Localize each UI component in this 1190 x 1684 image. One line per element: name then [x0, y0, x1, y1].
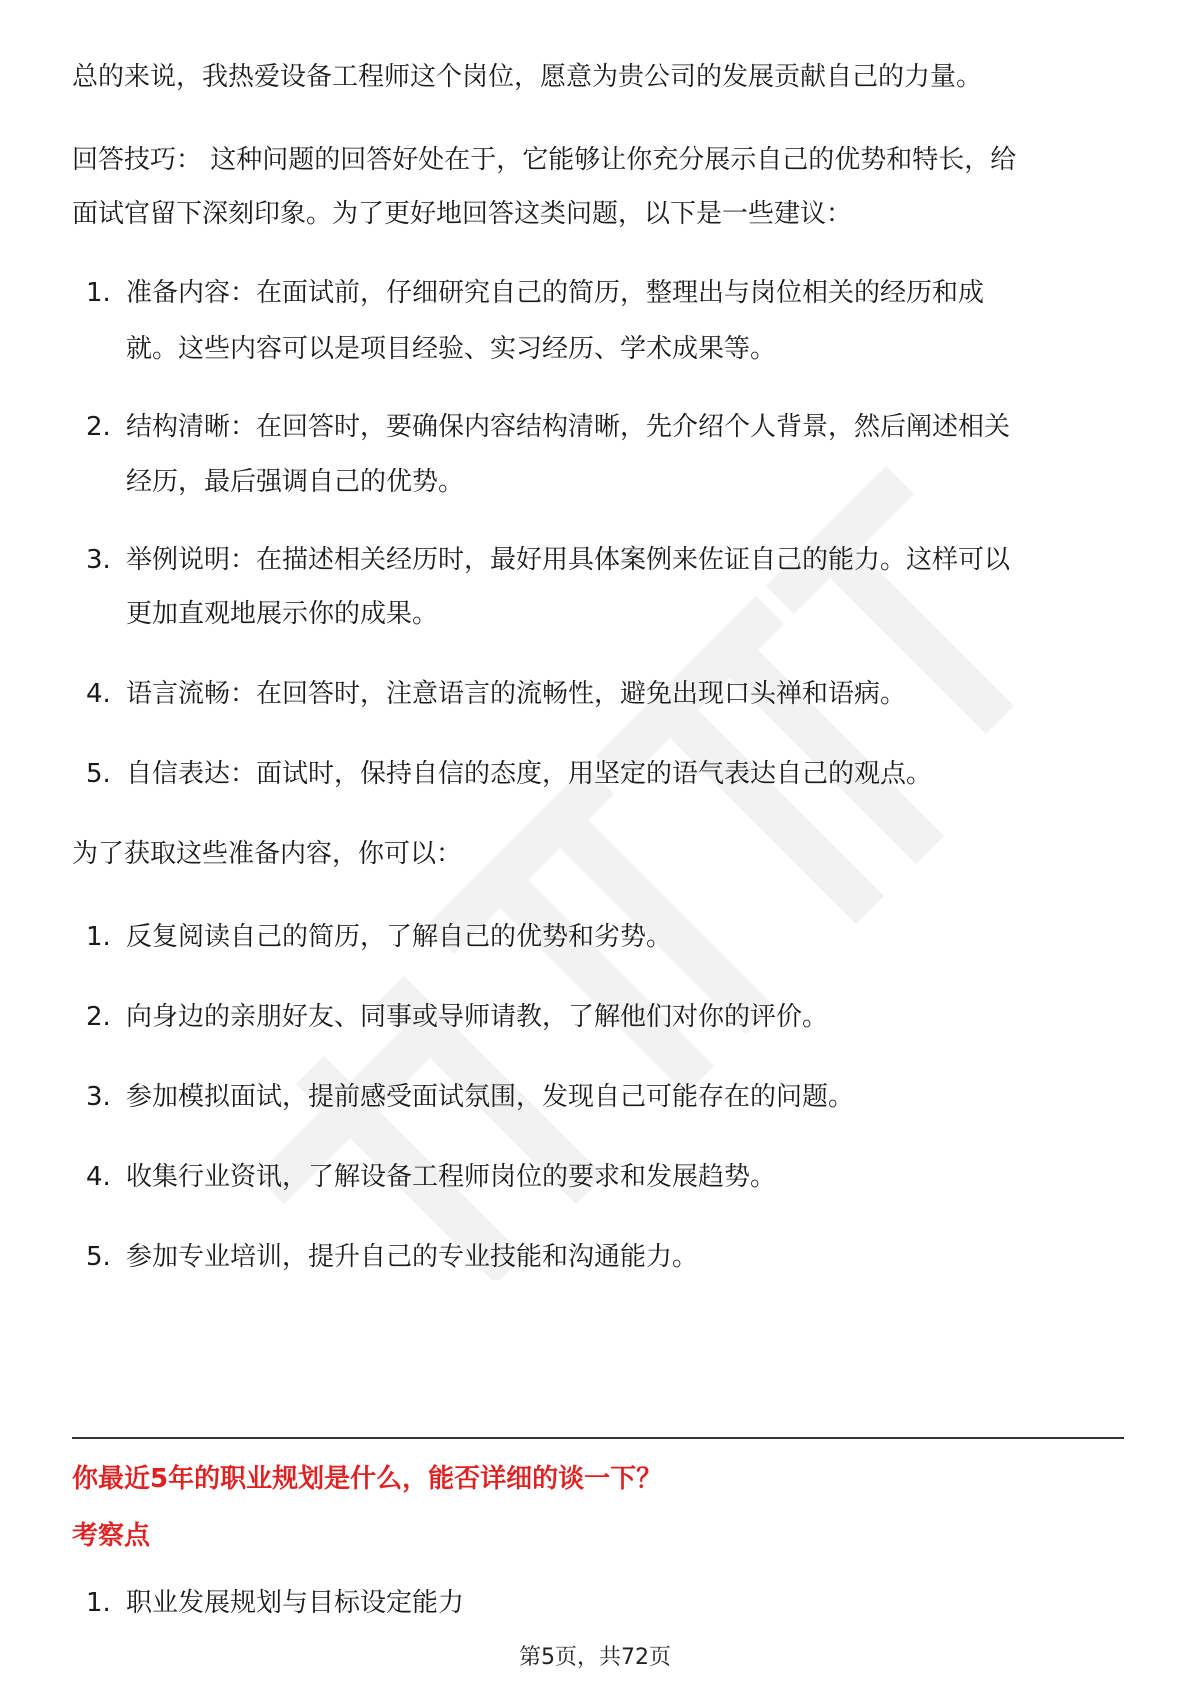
list-number: 5. — [86, 759, 111, 789]
list-number: 3. — [86, 545, 111, 575]
list-item-text: 自信表达：面试时，保持自信的态度，用坚定的语气表达自己的观点。 — [126, 759, 933, 789]
list-number: 2. — [86, 412, 111, 442]
list-item-text: 举例说明：在描述相关经历时，最好用具体案例来佐证自己的能力。这样可以 — [126, 545, 1011, 575]
page-number: 第5页，共72页 — [519, 1645, 671, 1670]
list-item-text: 反复阅读自己的简历，了解自己的优势和劣势。 — [126, 922, 673, 952]
list-item-text: 更加直观地展示你的成果。 — [126, 599, 439, 629]
list-number: 2. — [86, 1002, 111, 1032]
list-item-text: 向身边的亲朋好友、同事或导师请教，了解他们对你的评价。 — [126, 1002, 829, 1032]
list-number: 4. — [86, 1162, 111, 1192]
list-item-text: 参加专业培训，提升自己的专业技能和沟通能力。 — [126, 1242, 699, 1272]
intro-paragraph: 总的来说，我热爱设备工程师这个岗位，愿意为贵公司的发展贡献自己的力量。 — [72, 62, 983, 92]
list-item-text: 参加模拟面试，提前感受面试氛围，发现自己可能存在的问题。 — [126, 1082, 855, 1112]
section-divider — [72, 1437, 1124, 1439]
list-item-text: 结构清晰：在回答时，要确保内容结构清晰，先介绍个人背景，然后阐述相关 — [126, 412, 1011, 442]
list-item-text: 就。这些内容可以是项目经验、实习经历、学术成果等。 — [126, 334, 777, 364]
list-item-text: 语言流畅：在回答时，注意语言的流畅性，避免出现口头禅和语病。 — [126, 679, 907, 709]
list-item-text: 职业发展规划与目标设定能力 — [126, 1588, 465, 1618]
list-item-text: 收集行业资讯，了解设备工程师岗位的要求和发展趋势。 — [126, 1162, 777, 1192]
tip-paragraph-line2: 面试官留下深刻印象。为了更好地回答这类问题，以下是一些建议： — [72, 199, 853, 229]
list-number: 5. — [86, 1242, 111, 1272]
list-item-text: 准备内容：在面试前，仔细研究自己的简历，整理出与岗位相关的经历和成 — [126, 278, 985, 308]
tip-paragraph-line1: 回答技巧： 这种问题的回答好处在于，它能够让你充分展示自己的优势和特长，给 — [72, 145, 1017, 175]
list-number: 1. — [86, 1588, 111, 1618]
list-number: 1. — [86, 278, 111, 308]
question-heading: 你最近5年的职业规划是什么，能否详细的谈一下？ — [72, 1464, 663, 1494]
list-item-text: 经历，最后强调自己的优势。 — [126, 467, 465, 497]
list-number: 4. — [86, 679, 111, 709]
prep-intro: 为了获取这些准备内容，你可以： — [72, 839, 463, 869]
section-heading: 考察点 — [72, 1521, 151, 1551]
list-number: 1. — [86, 922, 111, 952]
list-number: 3. — [86, 1082, 111, 1112]
